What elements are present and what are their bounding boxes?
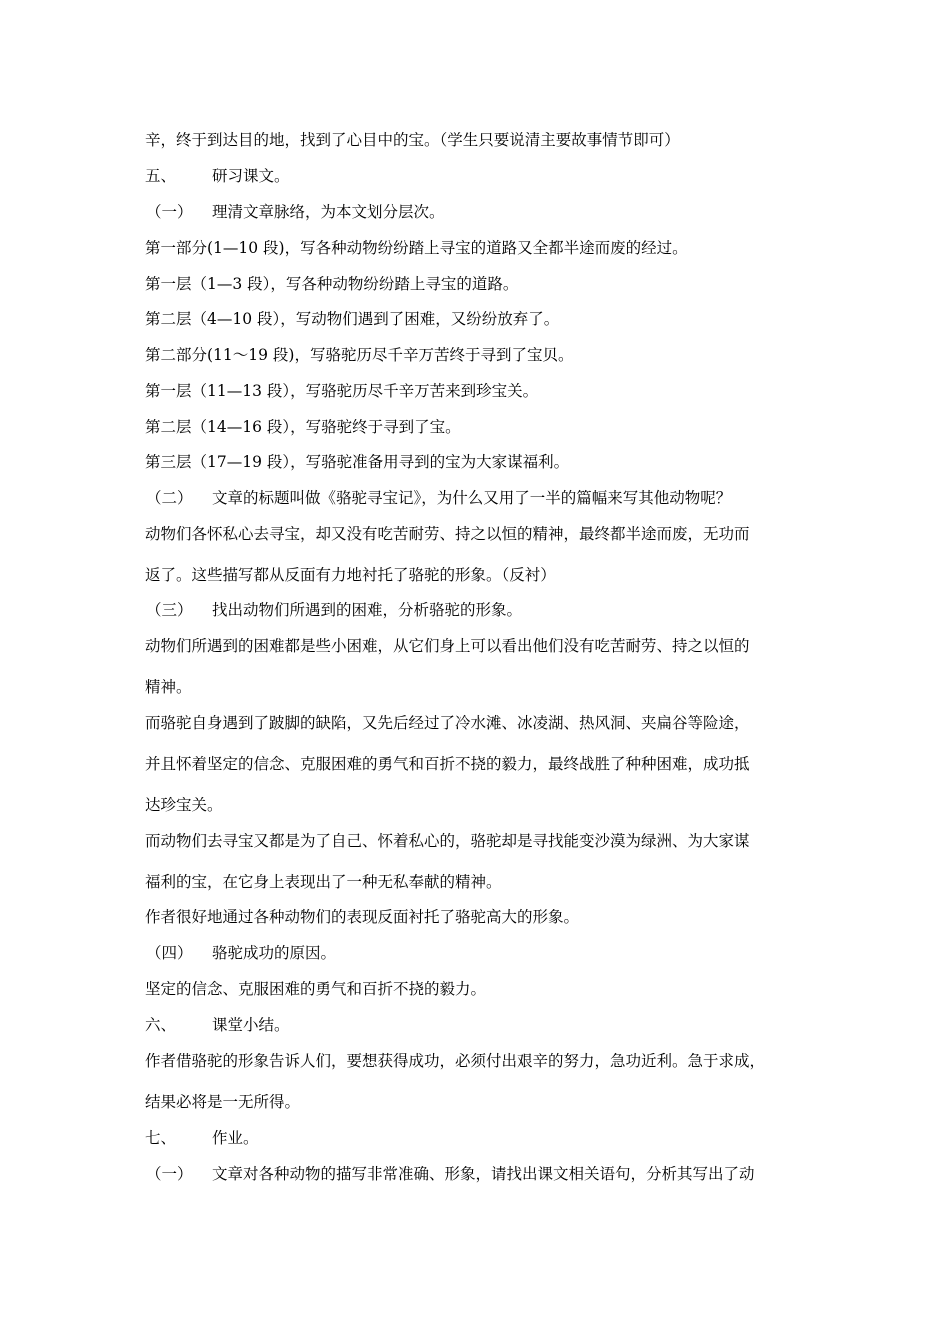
subsection-number: （三） [146, 601, 193, 619]
line-text: 第一部分(1—10 段)，写各种动物纷纷踏上寻宝的道路又全都半途而废的经过。 [145, 239, 688, 257]
line-text: 而骆驼自身遇到了跛脚的缺陷，又先后经过了冷水滩、冰凌湖、热风洞、夹扁谷等险途， [145, 714, 750, 732]
line-text: 辛，终于到达目的地，找到了心目中的宝。（学生只要说清主要故事情节即可） [145, 131, 680, 149]
line-text: 动物们各怀私心去寻宝，却又没有吃苦耐劳、持之以恒的精神，最终都半途而废，无功而 [145, 525, 750, 543]
subsection-heading [146, 1164, 755, 1184]
paragraph-line [145, 979, 486, 999]
section-number: 七、 [145, 1129, 177, 1147]
paragraph-line [145, 381, 538, 401]
line-text: 第三层（17—19 段），写骆驼准备用寻到的宝为大家谋福利。 [145, 453, 570, 471]
subsection-number: （一） [146, 1165, 193, 1183]
paragraph-line [145, 754, 750, 774]
paragraph-line [145, 713, 750, 733]
subsection-title: 文章的标题叫做《骆驼寻宝记》，为什么又用了一半的篇幅来写其他动物呢？ [212, 489, 732, 507]
paragraph-line [145, 1051, 765, 1071]
subsection-title: 骆驼成功的原因。 [212, 944, 337, 962]
section-heading [145, 1015, 290, 1035]
section-title: 研习课文。 [212, 167, 290, 185]
section-title: 课堂小结。 [212, 1016, 290, 1034]
line-text: 第二部分(11～19 段)，写骆驼历尽千辛万苦终于寻到了宝贝。 [145, 346, 574, 364]
line-text: 而动物们去寻宝又都是为了自己、怀着私心的，骆驼却是寻找能变沙漠为绿洲、为大家谋 [145, 832, 750, 850]
subsection-title: 文章对各种动物的描写非常准确、形象，请找出课文相关语句，分析其写出了动 [212, 1165, 755, 1183]
paragraph-line [145, 524, 750, 544]
line-text: 动物们所遇到的困难都是些小困难，从它们身上可以看出他们没有吃苦耐劳、持之以恒的 [145, 637, 750, 655]
line-text: 达珍宝关。 [145, 796, 223, 814]
subsection-number: （四） [146, 944, 193, 962]
section-heading [145, 166, 290, 186]
section-heading [145, 1128, 259, 1148]
subsection-heading [146, 943, 336, 963]
line-text: 福利的宝，在它身上表现出了一种无私奉献的精神。 [145, 873, 502, 891]
section-number: 五、 [145, 167, 177, 185]
paragraph-line [145, 831, 750, 851]
paragraph-line [145, 1092, 300, 1112]
paragraph-line [145, 130, 680, 150]
paragraph-line [145, 452, 569, 472]
paragraph-line [145, 345, 573, 365]
line-text: 第一层（1—3 段），写各种动物纷纷踏上寻宝的道路。 [145, 275, 519, 293]
line-text: 作者借骆驼的形象告诉人们，要想获得成功，必须付出艰辛的努力，急功近利。急于求成， [145, 1052, 766, 1070]
paragraph-line [145, 636, 750, 656]
subsection-number: （二） [146, 489, 193, 507]
paragraph-line [145, 907, 579, 927]
paragraph-line [145, 795, 223, 815]
subsection-title: 理清文章脉络，为本文划分层次。 [212, 203, 445, 221]
subsection-heading [146, 202, 445, 222]
line-text: 坚定的信念、克服困难的勇气和百折不挠的毅力。 [145, 980, 487, 998]
subsection-title: 找出动物们所遇到的困难，分析骆驼的形象。 [212, 601, 523, 619]
line-text: 第二层（4—10 段），写动物们遇到了困难，又纷纷放弃了。 [145, 310, 560, 328]
section-title: 作业。 [212, 1129, 259, 1147]
subsection-number: （一） [146, 203, 193, 221]
paragraph-line [145, 417, 461, 437]
section-number: 六、 [145, 1016, 177, 1034]
line-text: 结果必将是一无所得。 [145, 1093, 301, 1111]
paragraph-line [145, 274, 518, 294]
line-text: 精神。 [145, 678, 192, 696]
paragraph-line [145, 309, 559, 329]
line-text: 作者很好地通过各种动物们的表现反面衬托了骆驼高大的形象。 [145, 908, 580, 926]
paragraph-line [145, 565, 556, 585]
line-text: 第二层（14—16 段），写骆驼终于寻到了宝。 [145, 418, 461, 436]
paragraph-line [145, 677, 192, 697]
subsection-heading [146, 600, 522, 620]
line-text: 返了。这些描写都从反面有力地衬托了骆驼的形象。（反衬） [145, 566, 556, 584]
line-text: 并且怀着坚定的信念、克服困难的勇气和百折不挠的毅力，最终战胜了种种困难，成功抵 [145, 755, 750, 773]
subsection-heading [146, 488, 731, 508]
line-text: 第一层（11—13 段），写骆驼历尽千辛万苦来到珍宝关。 [145, 382, 539, 400]
paragraph-line [145, 238, 688, 258]
paragraph-line [145, 872, 502, 892]
